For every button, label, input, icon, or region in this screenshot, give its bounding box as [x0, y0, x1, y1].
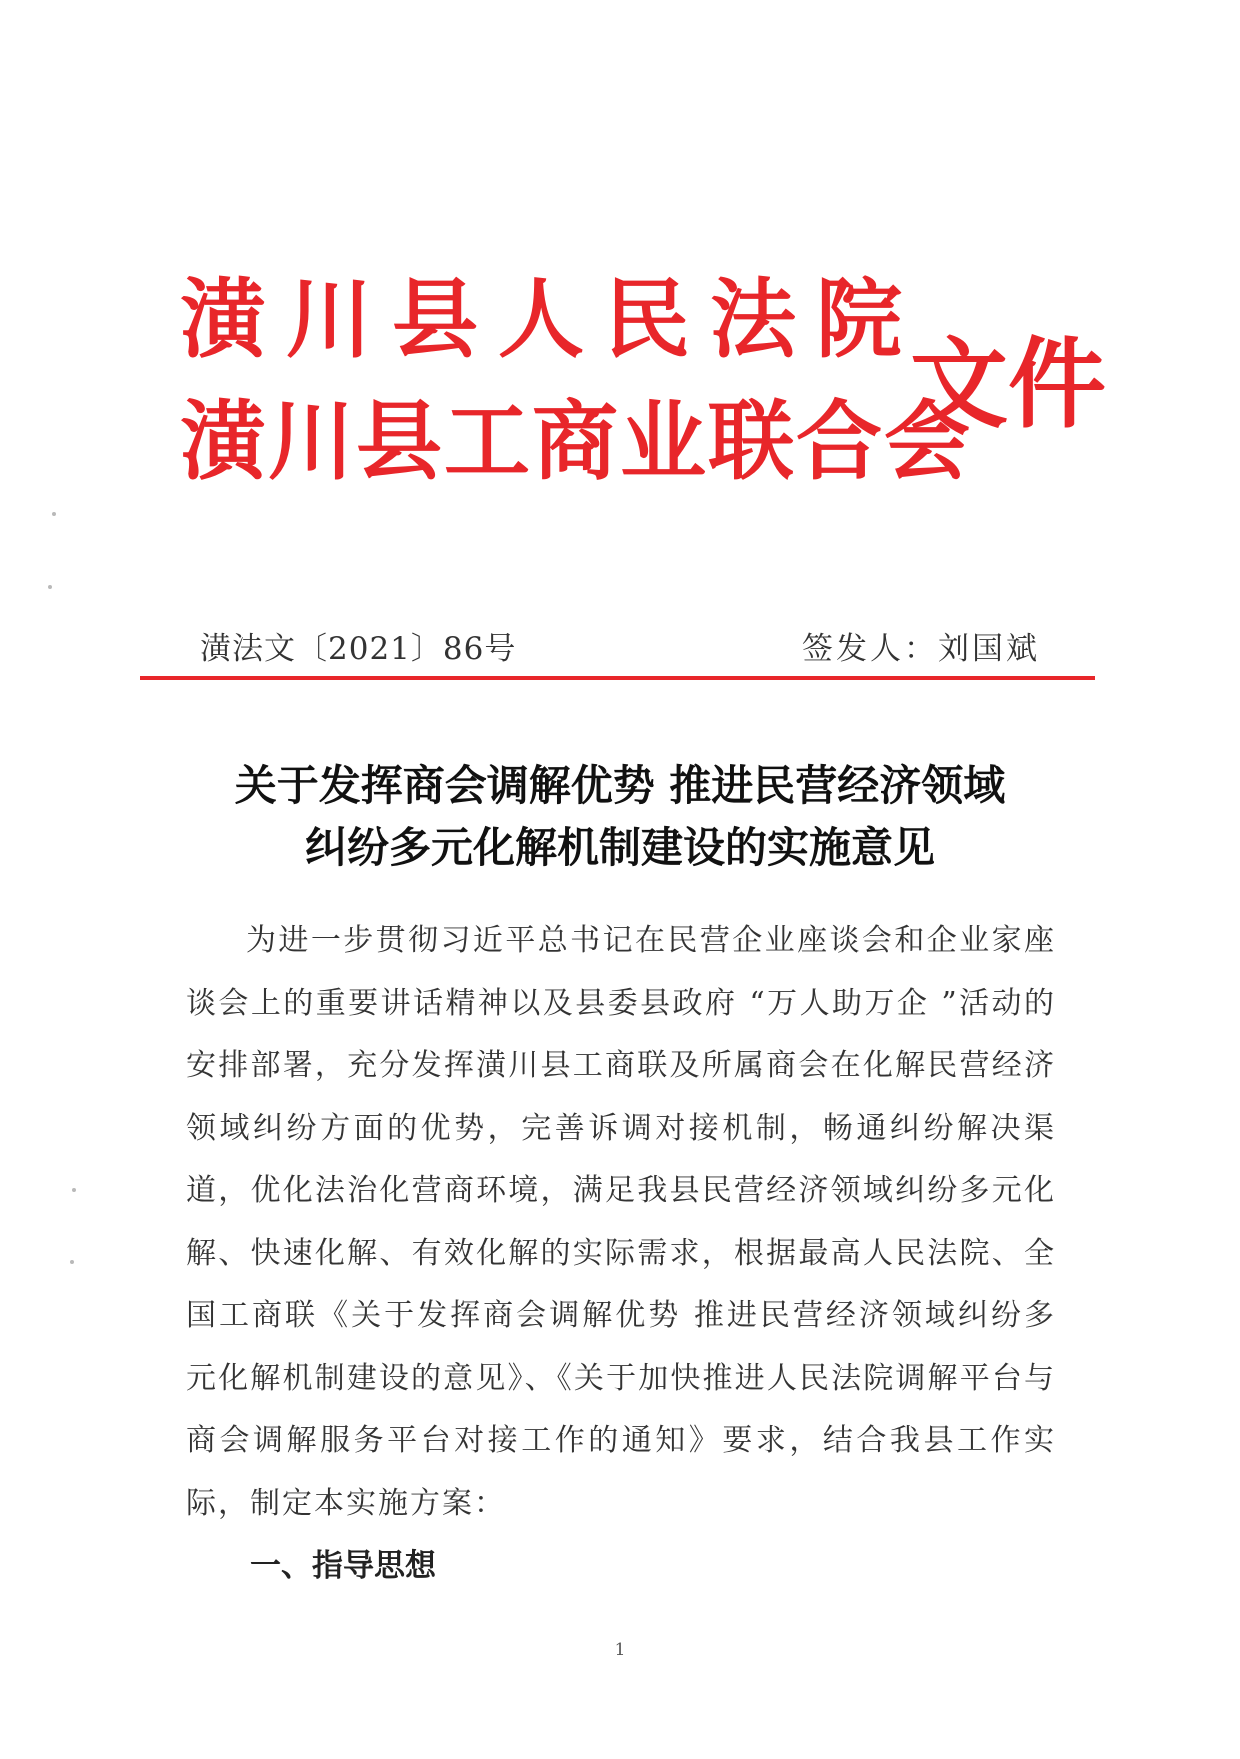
issuer-line-court: 潢川县人民法院 — [180, 269, 922, 370]
red-divider-line — [140, 676, 1095, 680]
section-heading: 一、指导思想 — [250, 1548, 436, 1584]
signatory: 签发人：刘国斌 — [802, 631, 1040, 667]
scan-speck — [72, 1188, 76, 1192]
title-line-1: 关于发挥商会调解优势 推进民营经济领域 — [234, 761, 1006, 810]
scan-speck — [70, 1260, 74, 1264]
document-number: 潢法文〔2021〕86号 — [200, 631, 517, 667]
page-number: 1 — [614, 1640, 626, 1660]
scan-speck — [48, 585, 52, 589]
title-line-2: 纠纷多元化解机制建设的实施意见 — [304, 823, 935, 872]
red-masthead — [180, 269, 1107, 510]
document-title — [140, 755, 1100, 879]
document-meta-row — [200, 623, 1040, 671]
scan-speck — [52, 512, 56, 516]
issuer-line-federation: 潢川县工商业联合会 — [180, 391, 972, 492]
document-type-label: 文件 — [910, 327, 1107, 442]
body-paragraph: 为进一步贯彻习近平总书记在民营企业座谈会和企业家座谈会上的重要讲话精神以及县委县政府 “万人助万企 ”活动的安排部署，充分发挥潢川县工商联及所属商会在化解民营经济领域纠纷方面的优势，完善诉调对接机制，畅通纠纷解决渠道，优化法治化营商环境，满足我县民营经济领域纠纷多元化解、快速化解、有效化解的实际需求，根据最高人民法院、全国工商联《关于发挥商会调解优势 推进民营经济领域纠纷多元化解机制建设的意见》、《关于加快推进人民法院调解平台与商会调解服务平台对接工作的通知》要求，结合我县工作实际，制定本实施方案： — [186, 923, 1056, 1521]
